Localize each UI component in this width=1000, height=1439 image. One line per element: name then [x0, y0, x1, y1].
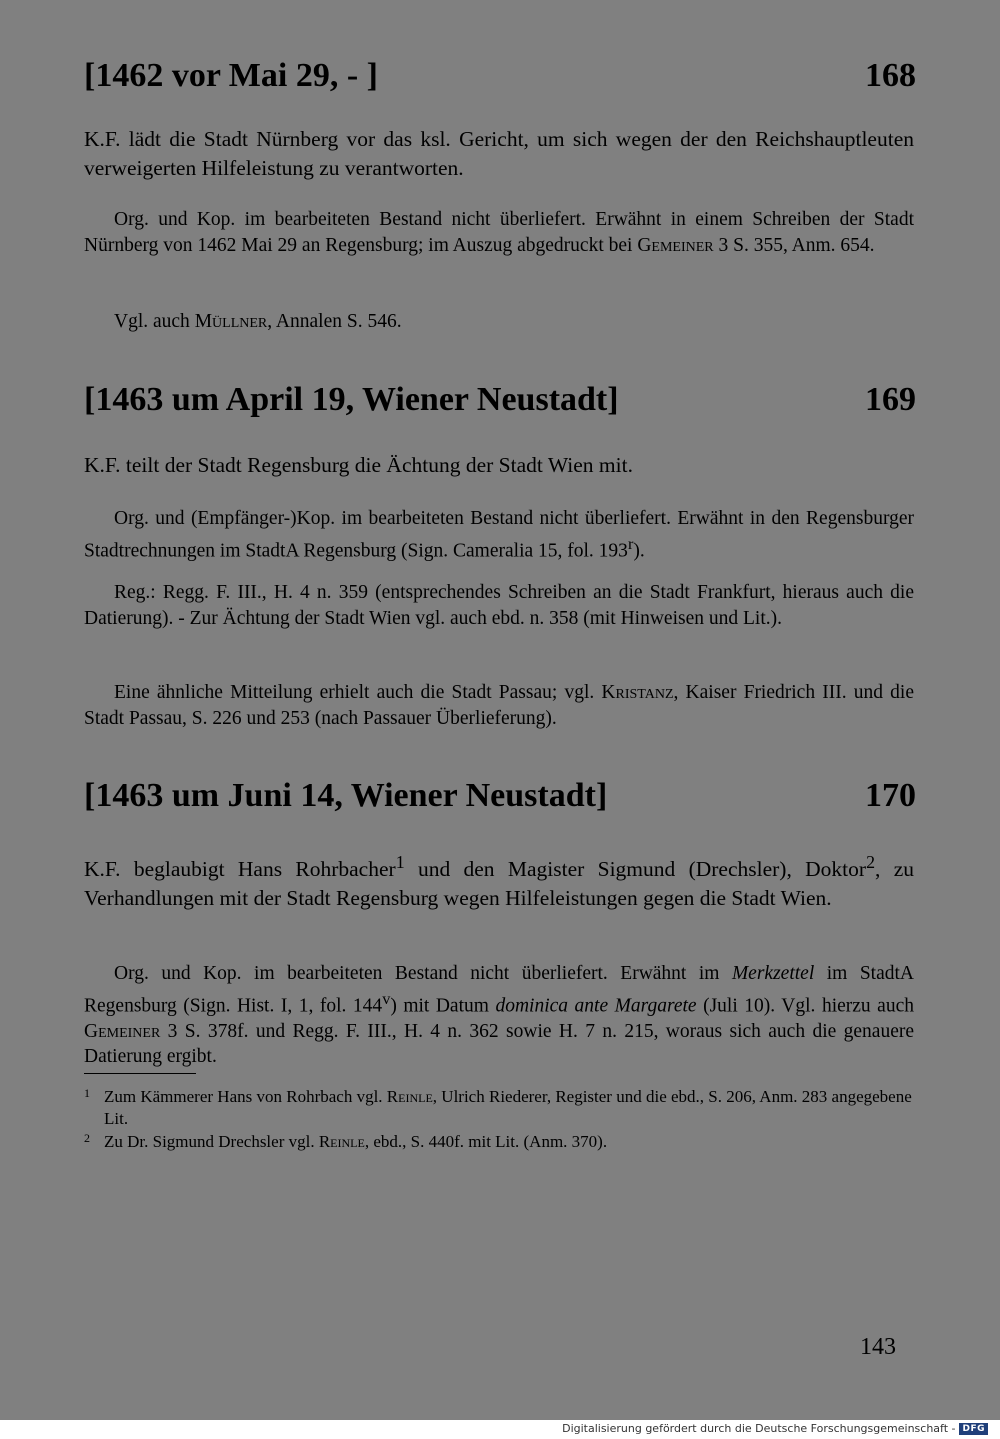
- entry-heading: [84, 56, 916, 96]
- footnote-mark: 2: [84, 1131, 90, 1145]
- entry-heading: [84, 380, 916, 420]
- entry-note: Reg.: Regg. F. III., H. 4 n. 359 (entsprechendes Schreiben an die Stadt Frankfurt, hieraus auch die Datierung). - Zur Ächtung der Stadt Wien vgl. auch ebd. n. 358 (mit Hinweisen und Lit.).: [84, 582, 914, 629]
- footnote-ref[interactable]: 1: [395, 852, 405, 872]
- digitization-credit: [562, 1422, 988, 1435]
- entry-number: 170: [865, 777, 916, 814]
- entry-regest: K.F. lädt die Stadt Nürnberg vor das ksl. Gericht, um sich wegen der den Reichshauptleuten verweigerten Hilfeleistung zu verantworten.: [84, 127, 914, 180]
- footnote-mark: 1: [84, 1086, 90, 1100]
- entry-note: Org. und (Empfänger-)Kop. im bearbeiteten Bestand nicht überliefert. Erwähnt in den Regensburger Stadtrechnungen im StadtA Regensburg (Sign. Cameralia 15, fol. 193$^r$).: [84, 508, 914, 561]
- entry-number: 168: [865, 57, 916, 94]
- entry-date-place: [1462 vor Mai 29, - ]: [84, 57, 378, 94]
- credit-text: Digitalisierung gefördert durch die Deutsche Forschungsgemeinschaft -: [562, 1422, 956, 1435]
- footnote-text: Zu Dr. Sigmund Drechsler vgl. Reinle, ebd., S. 440f. mit Lit. (Anm. 370).: [104, 1132, 608, 1151]
- dfg-logo-icon: DFG: [959, 1423, 988, 1435]
- entry-date-place: [1463 um Juni 14, Wiener Neustadt]: [84, 777, 608, 814]
- footnote-divider: [84, 1073, 196, 1074]
- footnote: [84, 1086, 914, 1130]
- footnote-text: Zum Kämmerer Hans von Rohrbach vgl. Reinle, Ulrich Riederer, Register und die ebd., S. 206, Anm. 283 angegebene Lit.: [104, 1087, 912, 1128]
- entry-note: Vgl. auch Müllner, Annalen S. 546.: [114, 311, 402, 332]
- page-number: 143: [860, 1334, 896, 1360]
- entry-note: Org. und Kop. im bearbeiteten Bestand nicht überliefert. Erwähnt im Merkzettel im StadtA Regensburg (Sign. Hist. I, 1, fol. 144$^v$) mit Datum dominica ante Margarete (Juli 10). Vgl. hierzu auch Gemeiner 3 S. 378f. und Regg. F. III., H. 4 n. 362 sowie H. 7 n. 215, woraus sich auch die genauere Datierung ergibt.: [84, 963, 914, 1067]
- entry-note: Org. und Kop. im bearbeiteten Bestand nicht überliefert. Erwähnt in einem Schreiben der Stadt Nürnberg von 1462 Mai 29 an Regensburg; im Auszug abgedruckt bei Gemeiner 3 S. 355, Anm. 654.: [84, 209, 914, 256]
- entry-date-place: [1463 um April 19, Wiener Neustadt]: [84, 381, 619, 418]
- footnote-ref[interactable]: 2: [866, 852, 876, 872]
- entry-regest: K.F. teilt der Stadt Regensburg die Ächtung der Stadt Wien mit.: [84, 453, 633, 477]
- entry-note: Eine ähnliche Mitteilung erhielt auch die Stadt Passau; vgl. Kristanz, Kaiser Friedrich III. und die Stadt Passau, S. 226 und 253 (nach Passauer Überlieferung).: [84, 682, 914, 729]
- entry-regest: K.F. beglaubigt Hans Rohrbacher$^1$ und den Magister Sigmund (Drechsler), Doktor$^2$, zu Verhandlungen mit der Stadt Regensburg wegen Hilfeleistungen gegen die Stadt Wien.: [84, 852, 914, 911]
- entry-heading: [84, 776, 916, 816]
- footnote: [84, 1131, 914, 1153]
- entry-number: 169: [865, 381, 916, 418]
